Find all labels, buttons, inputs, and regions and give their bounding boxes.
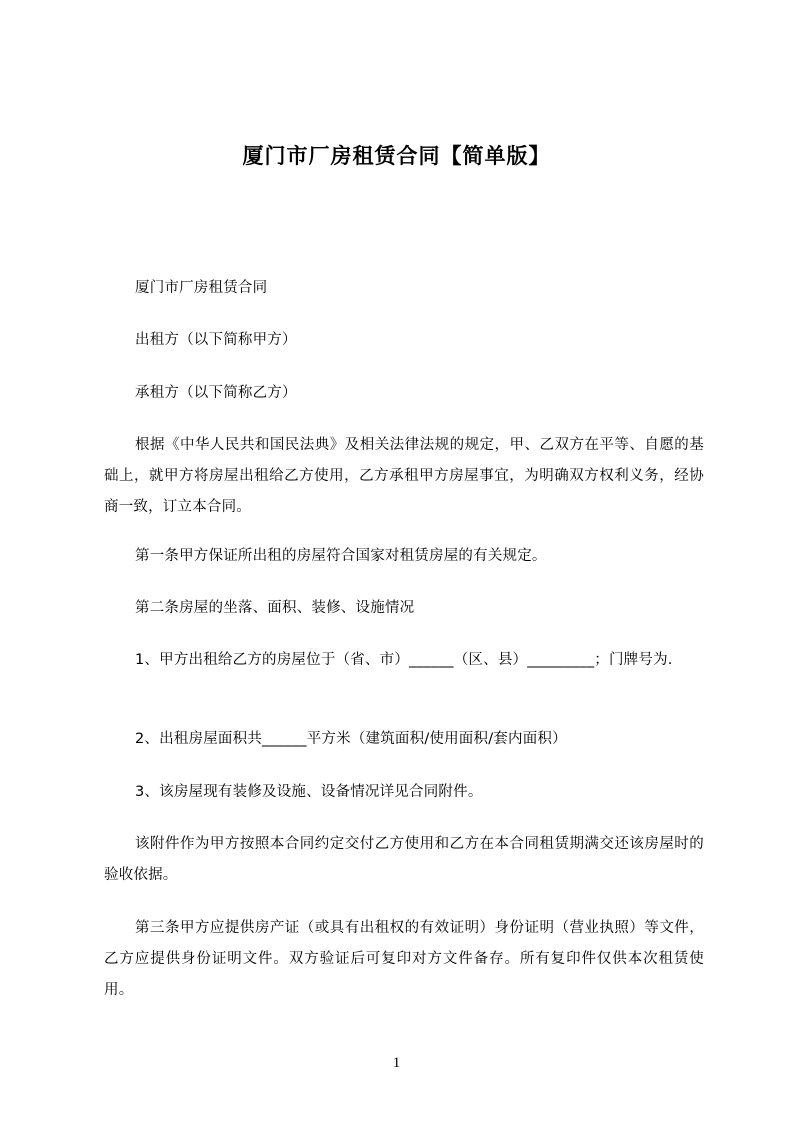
document-title: 厦门市厂房租赁合同【简单版】	[242, 144, 551, 168]
article-2-item-1: 1、甲方出租给乙方的房屋位于（省、市）______（区、县）_________；门牌号为.	[135, 652, 673, 668]
article-2-heading: 第二条房屋的坐落、面积、装修、设施情况	[135, 600, 415, 616]
preamble-paragraph: 根据《中华人民共和国民法典》及相关法律法规的规定，甲、乙双方在平等、自愿的基础上，就甲方将房屋出租给乙方使用，乙方承租甲方房屋事宜，为明确双方权利义务，经协商一致，订立本合同。	[104, 437, 704, 515]
lessor-line: 出租方（以下简称甲方）	[135, 332, 297, 348]
attachment-note-paragraph: 该附件作为甲方按照本合同约定交付乙方使用和乙方在本合同租赁期满交还该房屋时的验收依据。	[104, 836, 704, 883]
lessee-line: 承租方（以下简称乙方）	[135, 385, 297, 401]
article-2-item-2: 2、出租房屋面积共______平方米（建筑面积/使用面积/套内面积）	[135, 731, 567, 747]
article-3-paragraph: 第三条甲方应提供房产证（或具有出租权的有效证明）身份证明（营业执照）等文件，乙方应提供身份证明文件。双方验证后可复印对方文件备存。所有复印件仅供本次租赁使用。	[104, 920, 704, 998]
contract-name-line: 厦门市厂房租赁合同	[135, 280, 268, 296]
article-2-item-3: 3、该房屋现有装修及设施、设备情况详见合同附件。	[135, 784, 483, 800]
page-number: 1	[392, 1055, 401, 1071]
article-1-paragraph: 第一条甲方保证所出租的房屋符合国家对租赁房屋的有关规定。	[135, 548, 547, 564]
